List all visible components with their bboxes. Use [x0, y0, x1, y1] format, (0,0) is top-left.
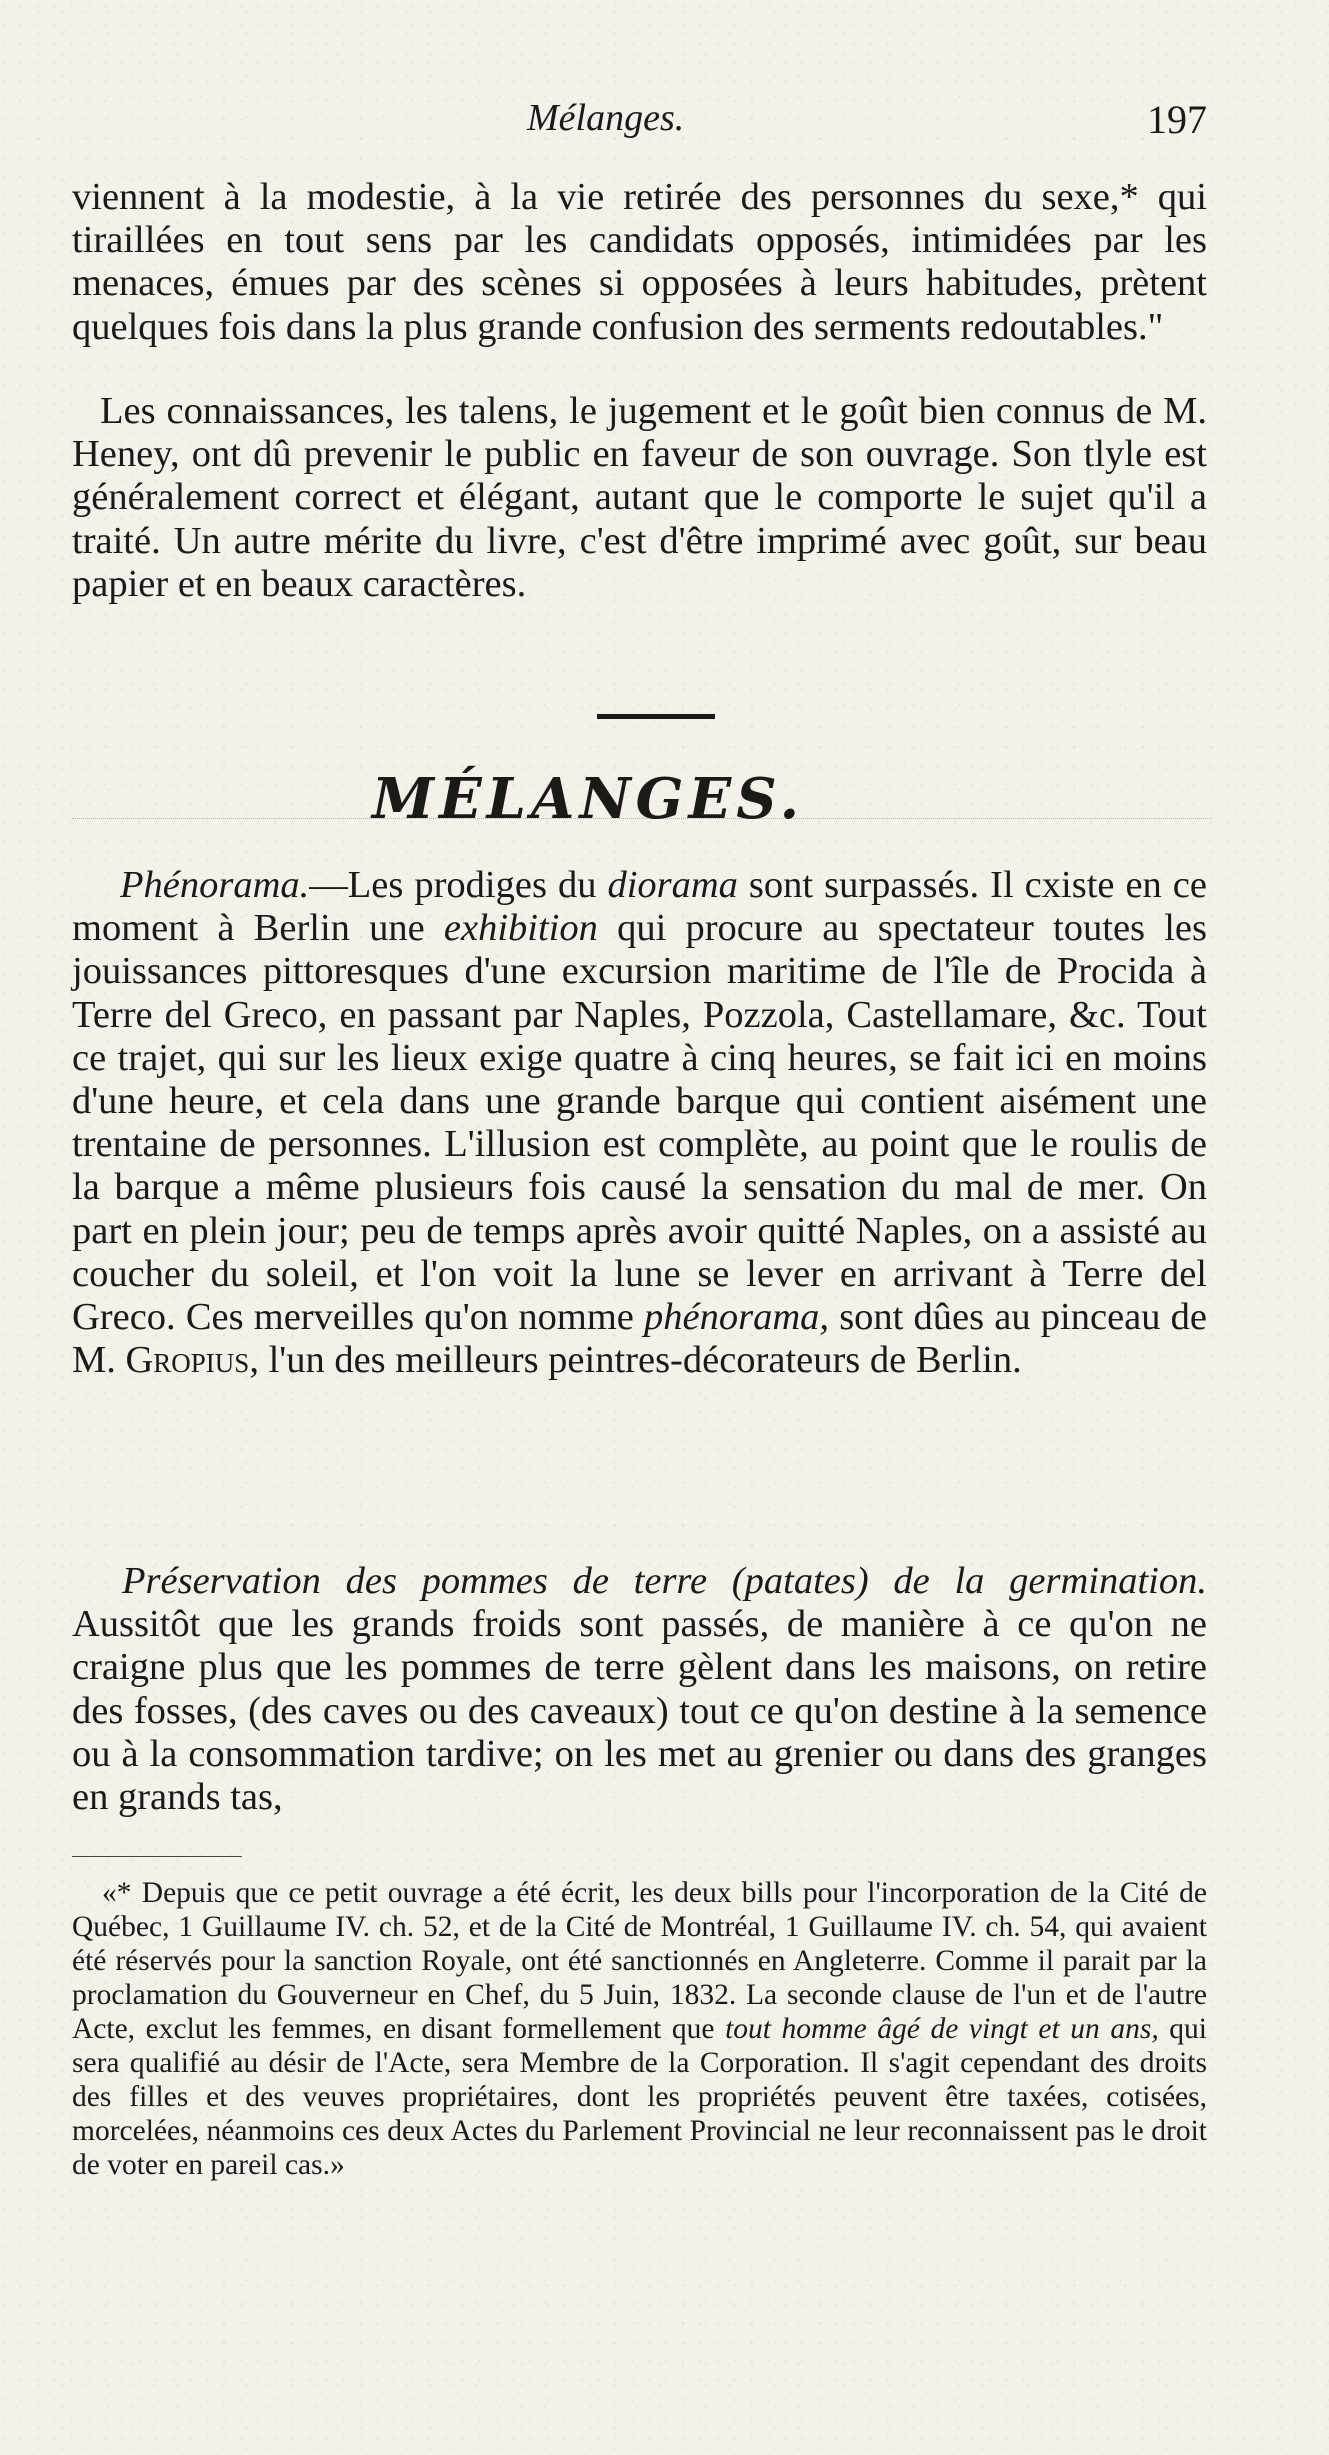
- section-divider: [597, 714, 715, 719]
- footnote: [72, 1876, 1207, 2182]
- article-text: sont dûes au pinceau de M.: [72, 1296, 1207, 1382]
- article-title-phenorama: Phénorama.: [120, 864, 310, 906]
- article-potatoes: [72, 1560, 1207, 1819]
- article-text: Aussitôt que les grands froids sont passés, de manière à ce qu'on ne craigne plus que les pommes de terre gèlent dans les maisons, on retire des fosses, (des caves ou des caveaux) tout ce qu'on destine à la semence ou à la consommation tardive; on les met au grenier ou dans des granges en grands tas,: [72, 1603, 1207, 1819]
- article-text-italic: exhibition: [443, 907, 598, 950]
- article-phenorama: [72, 864, 1207, 1382]
- author-name-small-caps: Gropius,: [125, 1339, 259, 1382]
- article-title-potatoes: Préservation des pommes de terre (patates) de la germination.: [122, 1560, 1207, 1602]
- article-text: —Les prodiges du: [309, 864, 608, 906]
- footnote-text-italic: tout homme âgé de vingt et un ans,: [725, 2013, 1159, 2045]
- footnote-rule: [72, 1856, 242, 1857]
- article-text: qui procure au spectateur toutes les jouissances pittoresques d'une excursion maritime de l'île de Procida à Terre del Greco, en passant par Naples, Pozzola, Castellamare, &c. Tout ce trajet, qui sur les lieux exige quatre à cinq heures, se fait ici en moins d'une heure, et cela dans une grande barque qui contient aisément une trentaine de personnes. L'illusion est complète, au point que le roulis de la barque a même plusieurs fois causé la sensation du mal de mer. On part en plein jour; peu de temps après avoir quitté Naples, on a assisté au coucher du soleil, et l'on voit la lune se lever en arrivant à Terre del Greco. Ces merveilles qu'on nomme: [72, 907, 1207, 1339]
- page-number: 197: [1147, 97, 1207, 142]
- article-text-italic: diorama: [607, 864, 738, 906]
- footnote-text: qui sera qualifié au désir de l'Acte, sera Membre de la Corporation. Il s'agit cependant des droits des filles et des veuves propriétaires, dont les propriétés peuvent être taxées, cotisées, morcelées, néanmoins ces deux Actes du Parlement Provincial ne leur reconnaissent pas le droit de voter en pareil cas.»: [72, 2013, 1208, 2181]
- article-text-italic: phénorama,: [644, 1296, 830, 1339]
- paragraph-continued: viennent à la modestie, à la vie retirée des personnes du sexe,* qui tiraillées en tout sens par les candidats opposés, intimidées par les menaces, émues par des scènes si opposées à leurs habitudes, prètent quelques fois dans la plus grande confusion des serments redoutables.": [72, 176, 1207, 348]
- page-header: [72, 96, 1207, 156]
- paragraph-review: Les connaissances, les talens, le jugement et le goût bien connus de M. Heney, ont dû prevenir le public en faveur de son ouvrage. Son tlyle est généralement correct et élégant, autant que le comporte le sujet qu'il a traité. Un autre mérite du livre, c'est d'être imprimé avec goût, sur beau papier et en beaux caractères.: [72, 390, 1207, 605]
- running-head: Mélanges.: [527, 97, 685, 139]
- footnote-text: «* Depuis que ce petit ouvrage a été écrit, les deux bills pour l'incorporation de la Cité de Québec, 1 Guillaume IV. ch. 52, et de la Cité de Montréal, 1 Guillaume IV. ch. 54, qui avaient été réservés pour la sanction Royale, ont été sanctionnés en Angleterre. Comme il parait par la proclamation du Gouverneur en Chef, du 5 Juin, 1832. La seconde clause de l'un et de l'autre Acte, exclut les femmes, en disant formellement que: [72, 1877, 1207, 2045]
- article-text: sont surpassés. Il cxiste en ce moment à Berlin une: [72, 864, 1207, 950]
- article-text: l'un des meilleurs peintres-décorateurs de Berlin.: [258, 1339, 1022, 1382]
- section-title: MÉLANGES.: [372, 766, 912, 836]
